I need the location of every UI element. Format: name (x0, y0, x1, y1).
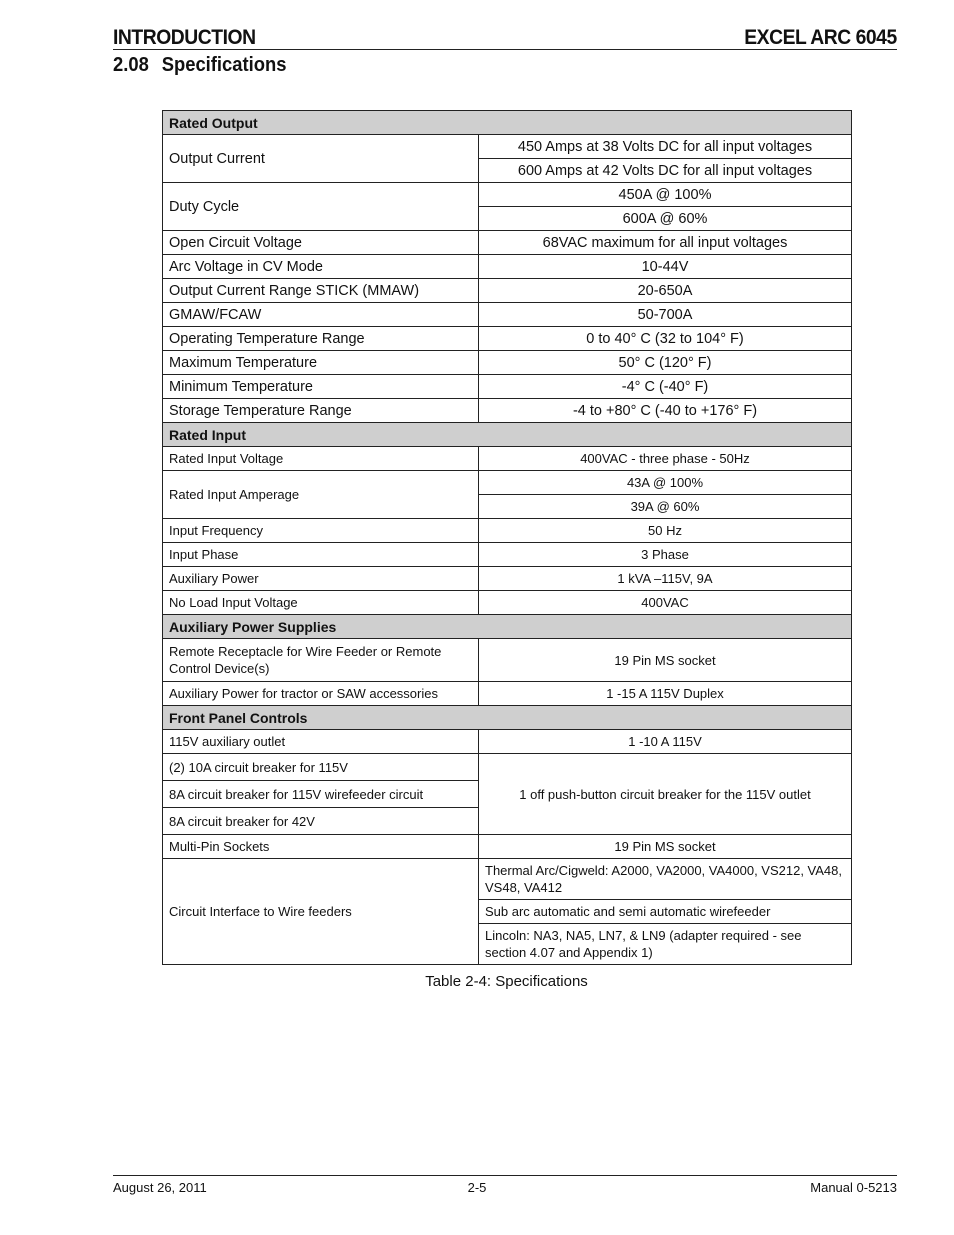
spec-label: Auxiliary Power for tractor or SAW accessories (163, 682, 479, 706)
spec-label: Output Current Range STICK (MMAW) (163, 279, 479, 303)
spec-value: 68VAC maximum for all input voltages (479, 231, 852, 255)
section-heading-cell: Auxiliary Power Supplies (163, 615, 852, 639)
spec-label: (2) 10A circuit breaker for 115V (163, 754, 479, 781)
header-product-name: EXCEL ARC 6045 (744, 26, 897, 49)
spec-label: Arc Voltage in CV Mode (163, 255, 479, 279)
spec-value: 450 Amps at 38 Volts DC for all input voltages (479, 135, 852, 159)
section-heading-cell: Front Panel Controls (163, 706, 852, 730)
spec-value: 10-44V (479, 255, 852, 279)
spec-label: 115V auxiliary outlet (163, 730, 479, 754)
table-caption: Table 2-4: Specifications (425, 973, 588, 990)
spec-value: 1 -10 A 115V (479, 730, 852, 754)
spec-value: 400VAC (479, 591, 852, 615)
spec-value: 20-650A (479, 279, 852, 303)
table-row (163, 327, 852, 351)
table-row (163, 682, 852, 706)
spec-label: Circuit Interface to Wire feeders (163, 859, 479, 965)
spec-value: 1 -15 A 115V Duplex (479, 682, 852, 706)
table-row (163, 543, 852, 567)
table-row (163, 567, 852, 591)
section-row-rated-input (163, 423, 852, 447)
section-row-aux-power-supplies (163, 615, 852, 639)
spec-value: 600 Amps at 42 Volts DC for all input voltages (479, 159, 852, 183)
table-row (163, 183, 852, 207)
spec-label: Output Current (163, 135, 479, 183)
table-row (163, 303, 852, 327)
header-divider (113, 49, 897, 50)
spec-value: 50-700A (479, 303, 852, 327)
table-row (163, 279, 852, 303)
spec-value: 50 Hz (479, 519, 852, 543)
spec-value: 43A @ 100% (479, 471, 852, 495)
section-heading-cell: Rated Output (163, 111, 852, 135)
table-row (163, 835, 852, 859)
section-number: 2.08 (113, 54, 149, 76)
spec-value: 1 off push-button circuit breaker for the 115V outlet (479, 754, 852, 835)
section-heading-cell: Rated Input (163, 423, 852, 447)
spec-value: -4 to +80° C (-40 to +176° F) (479, 399, 852, 423)
section-row-front-panel-controls (163, 706, 852, 730)
table-row (163, 639, 852, 682)
section-title-text: Specifications (161, 54, 287, 76)
spec-label: GMAW/FCAW (163, 303, 479, 327)
spec-label: Auxiliary Power (163, 567, 479, 591)
spec-value: -4° C (-40° F) (479, 375, 852, 399)
spec-value: 3 Phase (479, 543, 852, 567)
table-row (163, 135, 852, 159)
table-row (163, 519, 852, 543)
spec-value: 400VAC - three phase - 50Hz (479, 447, 852, 471)
table-row (163, 859, 852, 900)
spec-value: 39A @ 60% (479, 495, 852, 519)
table-row (163, 399, 852, 423)
spec-value: 0 to 40° C (32 to 104° F) (479, 327, 852, 351)
spec-label: Minimum Temperature (163, 375, 479, 399)
spec-value: Sub arc automatic and semi automatic wirefeeder (479, 900, 852, 924)
spec-label: Rated Input Amperage (163, 471, 479, 519)
footer-manual-number: Manual 0-5213 (810, 1180, 897, 1195)
table-row (163, 447, 852, 471)
spec-value: 19 Pin MS socket (479, 639, 852, 682)
spec-label: Duty Cycle (163, 183, 479, 231)
spec-label: Storage Temperature Range (163, 399, 479, 423)
table-row (163, 255, 852, 279)
spec-label: Operating Temperature Range (163, 327, 479, 351)
footer-date: August 26, 2011 (113, 1180, 207, 1195)
table-row (163, 231, 852, 255)
section-row-rated-output (163, 111, 852, 135)
specifications-table (162, 110, 852, 965)
table-row (163, 591, 852, 615)
spec-value: Thermal Arc/Cigweld: A2000, VA2000, VA4000, VS212, VA48, VS48, VA412 (479, 859, 852, 900)
table-row (163, 375, 852, 399)
spec-label: Open Circuit Voltage (163, 231, 479, 255)
spec-label: Input Frequency (163, 519, 479, 543)
spec-label: Maximum Temperature (163, 351, 479, 375)
footer-page-number: 2-5 (467, 1180, 487, 1195)
spec-label: Multi-Pin Sockets (163, 835, 479, 859)
spec-value: 1 kVA –115V, 9A (479, 567, 852, 591)
spec-value: 19 Pin MS socket (479, 835, 852, 859)
spec-value: 50° C (120° F) (479, 351, 852, 375)
spec-label: Rated Input Voltage (163, 447, 479, 471)
footer-divider (113, 1175, 897, 1176)
spec-label: No Load Input Voltage (163, 591, 479, 615)
spec-label: 8A circuit breaker for 42V (163, 808, 479, 835)
spec-label: Input Phase (163, 543, 479, 567)
table-row (163, 754, 852, 781)
spec-label: 8A circuit breaker for 115V wirefeeder circuit (163, 781, 479, 808)
header-chapter-title: INTRODUCTION (113, 26, 256, 49)
table-row (163, 730, 852, 754)
table-row (163, 471, 852, 495)
section-heading (113, 54, 286, 77)
spec-value: Lincoln: NA3, NA5, LN7, & LN9 (adapter required - see section 4.07 and Appendix 1) (479, 924, 852, 965)
spec-value: 450A @ 100% (479, 183, 852, 207)
spec-label: Remote Receptacle for Wire Feeder or Remote Control Device(s) (163, 639, 479, 682)
table-row (163, 351, 852, 375)
spec-value: 600A @ 60% (479, 207, 852, 231)
